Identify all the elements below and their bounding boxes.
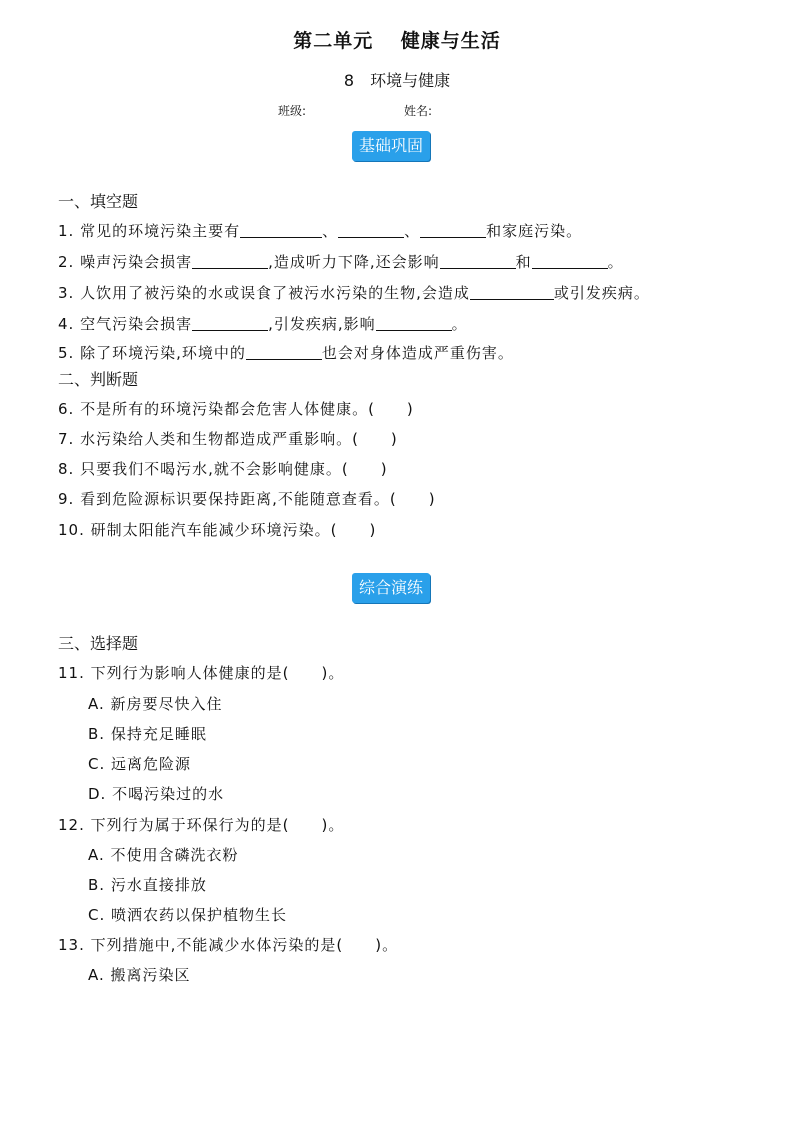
question-6: 6. 不是所有的环境污染都会危害人体健康。( )	[58, 400, 414, 418]
answer-blank[interactable]	[420, 222, 486, 238]
question-9: 9. 看到危险源标识要保持距离,不能随意查看。( )	[58, 490, 436, 508]
question-text: 或引发疾病。	[553, 284, 650, 302]
question-text: 、	[322, 222, 339, 240]
option-12-c[interactable]: C. 喷洒农药以保护植物生长	[88, 906, 288, 924]
section-choice-title: 三、选择题	[58, 634, 139, 653]
class-label: 班级:	[278, 104, 307, 118]
question-text: ,造成听力下降,还会影响	[268, 253, 440, 271]
question-text: 4. 空气污染会损害	[58, 315, 193, 333]
question-7: 7. 水污染给人类和生物都造成严重影响。( )	[58, 430, 398, 448]
answer-blank[interactable]	[470, 284, 554, 300]
name-label: 姓名:	[404, 104, 433, 118]
option-11-a[interactable]: A. 新房要尽快入住	[88, 695, 223, 713]
question-5	[58, 342, 514, 363]
section-judge-title: 二、判断题	[58, 370, 139, 389]
option-11-c[interactable]: C. 远离危险源	[88, 755, 192, 773]
question-text: 。	[607, 253, 624, 271]
question-text: ,引发疾病,影响	[268, 315, 376, 333]
option-12-a[interactable]: A. 不使用含磷洗衣粉	[88, 846, 239, 864]
question-8: 8. 只要我们不喝污水,就不会影响健康。( )	[58, 460, 388, 478]
answer-blank[interactable]	[192, 315, 268, 331]
question-text: 也会对身体造成严重伤害。	[321, 344, 514, 362]
answer-blank[interactable]	[246, 344, 322, 360]
question-4	[58, 313, 468, 334]
answer-blank[interactable]	[532, 253, 608, 269]
question-3	[58, 282, 650, 303]
question-text: 。	[451, 315, 468, 333]
badge-basic: 基础巩固	[352, 131, 430, 161]
question-text: 1. 常见的环境污染主要有	[58, 222, 241, 240]
answer-blank[interactable]	[338, 222, 404, 238]
section-fill-title: 一、填空题	[58, 192, 139, 211]
question-1	[58, 220, 582, 241]
question-text: 5. 除了环境污染,环境中的	[58, 344, 246, 362]
badge-comprehensive: 综合演练	[352, 573, 430, 603]
question-2	[58, 251, 624, 272]
lesson-title: 8 环境与健康	[343, 71, 451, 90]
question-12: 12. 下列行为属于环保行为的是( )。	[58, 816, 345, 834]
question-text: 3. 人饮用了被污染的水或误食了被污水污染的生物,会造成	[58, 284, 470, 302]
question-text: 和家庭污染。	[486, 222, 583, 240]
answer-blank[interactable]	[192, 253, 268, 269]
question-13: 13. 下列措施中,不能减少水体污染的是( )。	[58, 936, 399, 954]
question-text: 2. 噪声污染会损害	[58, 253, 193, 271]
answer-blank[interactable]	[376, 315, 452, 331]
question-11: 11. 下列行为影响人体健康的是( )。	[58, 664, 345, 682]
option-11-b[interactable]: B. 保持充足睡眠	[88, 725, 207, 743]
answer-blank[interactable]	[440, 253, 516, 269]
unit-title: 第二单元 健康与生活	[293, 30, 501, 52]
option-13-a[interactable]: A. 搬离污染区	[88, 966, 191, 984]
question-10: 10. 研制太阳能汽车能减少环境污染。( )	[58, 521, 377, 539]
answer-blank[interactable]	[240, 222, 322, 238]
option-11-d[interactable]: D. 不喝污染过的水	[88, 785, 225, 803]
question-text: 和	[515, 253, 532, 271]
question-text: 、	[404, 222, 421, 240]
option-12-b[interactable]: B. 污水直接排放	[88, 876, 207, 894]
